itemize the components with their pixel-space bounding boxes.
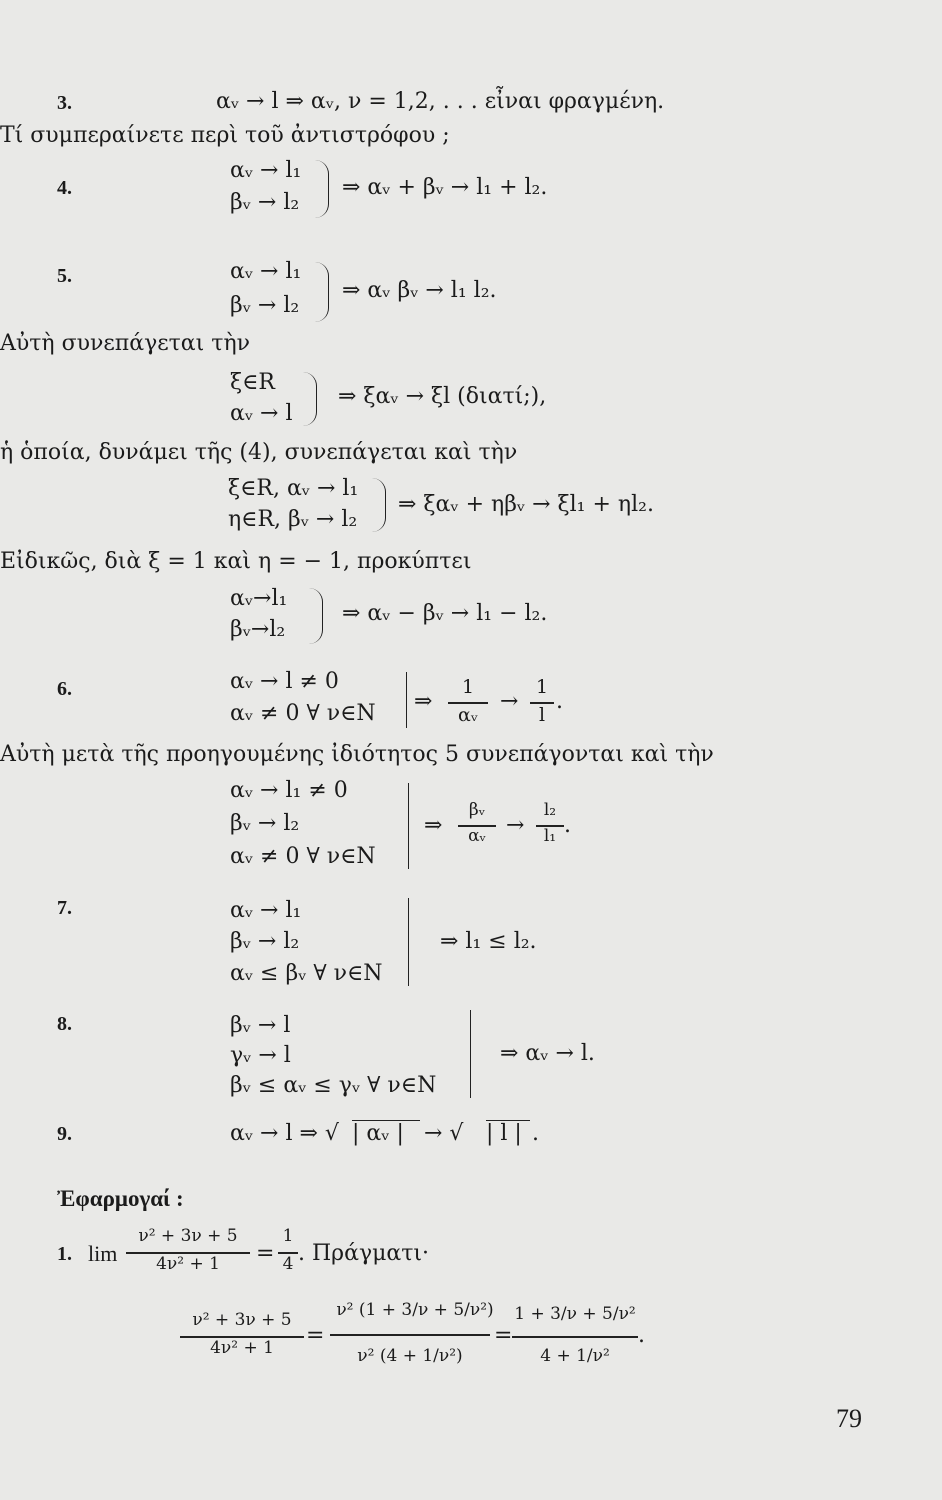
punctuation: . — [532, 1121, 539, 1146]
section-heading: Ἐφαρμογαί : — [57, 1186, 184, 1211]
implication-result: ⇒ αᵥ βᵥ → l₁ l₂. — [342, 278, 497, 303]
fraction-denominator: ν² (4 + 1/ν²) — [357, 1346, 463, 1366]
fraction-denominator: αᵥ — [468, 826, 486, 846]
premise-line: βᵥ → l₂ — [230, 811, 300, 836]
fraction-denominator: 4 — [282, 1254, 294, 1274]
fraction-denominator: l — [538, 704, 546, 726]
punctuation: . — [556, 689, 563, 714]
premise-line: αᵥ ≠ 0 ∀ ν∈N — [230, 701, 376, 726]
property-3-expression: αᵥ → l ⇒ αᵥ, ν = 1,2, . . . εἶναι φραγμένη. — [216, 89, 665, 114]
brace — [308, 588, 323, 644]
premise-line: αᵥ→l₁ — [230, 586, 288, 611]
fraction-bar — [330, 1334, 490, 1336]
fraction-denominator: 4 + 1/ν² — [540, 1346, 610, 1366]
item-number: 3. — [57, 92, 72, 114]
arrow-symbol: → — [500, 689, 519, 714]
premise-line: αᵥ → l ≠ 0 — [230, 669, 339, 694]
implication-result: ⇒ l₁ ≤ l₂. — [440, 929, 537, 954]
item-number: 7. — [57, 897, 72, 919]
fraction-denominator: αᵥ — [458, 704, 478, 726]
fraction-numerator: 1 — [282, 1226, 294, 1246]
premise-line: αᵥ → l₁ — [230, 158, 302, 183]
implication-result: ⇒ αᵥ + βᵥ → l₁ + l₂. — [342, 175, 548, 200]
equals-sign: = — [306, 1323, 325, 1348]
brace — [398, 783, 409, 869]
brace — [396, 672, 407, 728]
implies-symbol: ⇒ — [414, 689, 433, 714]
brace — [371, 478, 386, 532]
premise-line: γᵥ → l — [230, 1043, 291, 1068]
body-text: . Πράγματι· — [298, 1241, 430, 1266]
item-number: 1. — [57, 1243, 72, 1265]
premise-line: βᵥ → l — [230, 1013, 291, 1038]
body-text: Εἰδικῶς, διὰ ξ = 1 καὶ η = − 1, προκύπτει — [0, 549, 472, 574]
premise-line: βᵥ→l₂ — [230, 617, 286, 642]
brace — [314, 160, 329, 218]
brace — [314, 262, 329, 322]
item-number: 9. — [57, 1123, 72, 1145]
item-number: 8. — [57, 1013, 72, 1035]
expression-part: | αᵥ | — [352, 1121, 404, 1146]
fraction-denominator: 4ν² + 1 — [210, 1338, 274, 1358]
brace — [398, 898, 409, 986]
fraction-bar — [512, 1336, 638, 1338]
premise-line: ξ∈R, αᵥ → l₁ — [228, 476, 359, 501]
brace — [302, 372, 317, 426]
arrow-symbol: → — [506, 813, 525, 838]
fraction-numerator: ν² + 3ν + 5 — [138, 1226, 238, 1246]
equals-sign: = — [494, 1323, 513, 1348]
premise-line: βᵥ ≤ αᵥ ≤ γᵥ ∀ ν∈N — [230, 1073, 437, 1098]
punctuation: . — [638, 1323, 645, 1348]
implication-result: ⇒ ξαᵥ + ηβᵥ → ξl₁ + ηl₂. — [398, 492, 654, 517]
equals-sign: = — [256, 1241, 275, 1266]
premise-line: ξ∈R — [230, 370, 275, 395]
limit-operator: lim — [88, 1241, 118, 1266]
premise-line: αᵥ → l₁ — [230, 259, 302, 284]
expression-part: αᵥ → l ⇒ √ — [230, 1121, 339, 1146]
premise-line: αᵥ → l₁ — [230, 898, 302, 923]
page-number: 79 — [836, 1404, 862, 1433]
fraction-numerator: ν² (1 + 3/ν + 5/ν²) — [336, 1300, 494, 1320]
implies-symbol: ⇒ — [424, 813, 443, 838]
question-text: Τί συμπεραίνετε περὶ τοῦ ἀντιστρόφου ; — [0, 123, 450, 148]
fraction-numerator: βᵥ — [468, 800, 486, 820]
fraction-numerator: 1 — [535, 676, 549, 698]
body-text: Αὐτὴ συνεπάγεται τὴν — [0, 331, 251, 356]
body-text: ἡ ὁποία, δυνάμει τῆς (4), συνεπάγεται καὶ τὴν — [0, 440, 518, 465]
premise-line: αᵥ → l₁ ≠ 0 — [230, 778, 348, 803]
implication-result: ⇒ αᵥ − βᵥ → l₁ − l₂. — [342, 601, 548, 626]
brace — [460, 1010, 471, 1098]
fraction-denominator: l₁ — [543, 826, 557, 846]
fraction-numerator: ν² + 3ν + 5 — [192, 1310, 292, 1330]
expression-part: | l | — [486, 1121, 522, 1146]
fraction-numerator: 1 + 3/ν + 5/ν² — [514, 1304, 636, 1324]
implication-result: ⇒ αᵥ → l. — [500, 1041, 595, 1066]
premise-line: βᵥ → l₂ — [230, 929, 300, 954]
item-number: 4. — [57, 177, 72, 199]
expression-part: → √ — [424, 1121, 464, 1146]
premise-line: βᵥ → l₂ — [230, 293, 300, 318]
fraction-denominator: 4ν² + 1 — [156, 1254, 220, 1274]
premise-line: η∈R, βᵥ → l₂ — [228, 507, 358, 532]
implication-result: ⇒ ξαᵥ → ξl (διατί;), — [338, 384, 547, 409]
premise-line: αᵥ → l — [230, 401, 293, 426]
punctuation: . — [564, 813, 571, 838]
fraction-numerator: l₂ — [543, 800, 557, 820]
item-number: 5. — [57, 265, 72, 287]
premise-line: αᵥ ≤ βᵥ ∀ ν∈N — [230, 961, 383, 986]
premise-line: αᵥ ≠ 0 ∀ ν∈N — [230, 844, 376, 869]
item-number: 6. — [57, 678, 72, 700]
fraction-numerator: 1 — [461, 676, 475, 698]
premise-line: βᵥ → l₂ — [230, 190, 300, 215]
body-text: Αὐτὴ μετὰ τῆς προηγουμένης ἰδιότητος 5 συνεπάγονται καὶ τὴν — [0, 742, 714, 767]
